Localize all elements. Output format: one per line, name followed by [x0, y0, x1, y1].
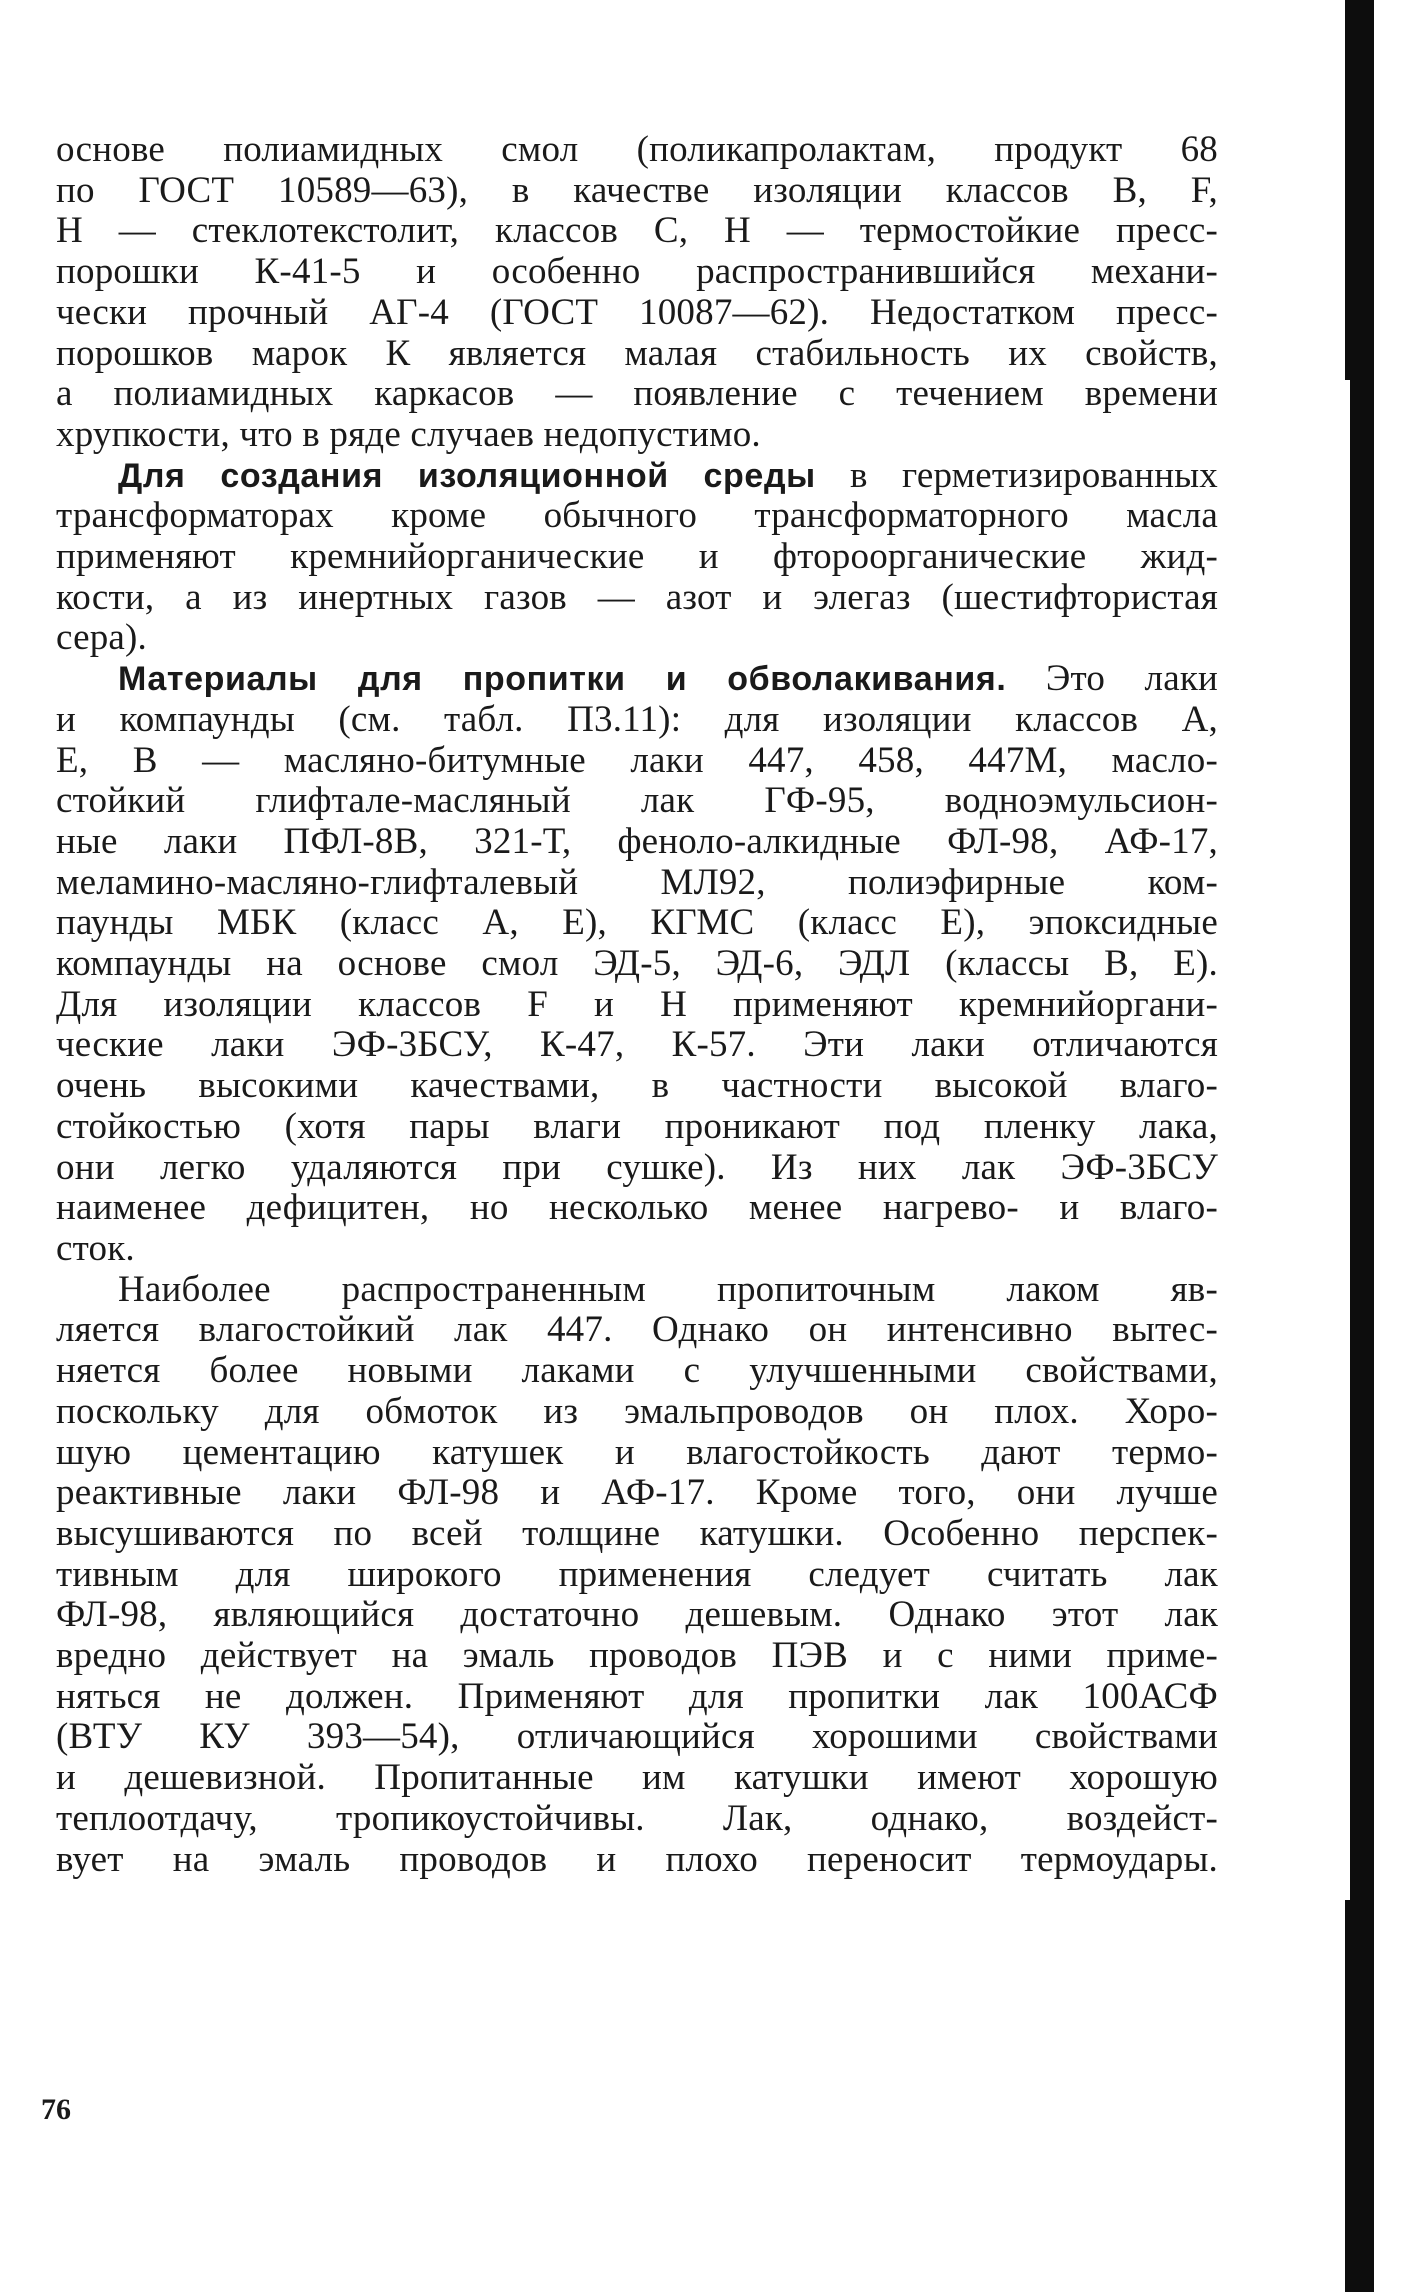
text-line: поскольку для обмоток из эмальпроводов он плох. Хоро- [56, 1390, 1218, 1432]
text-line: ФЛ-98, являющийся достаточно дешевым. Однако этот лак [56, 1594, 1218, 1636]
text-line: реактивные лаки ФЛ-98 и АФ-17. Кроме того, они лучше [56, 1472, 1218, 1514]
text-line: кости, а из инертных газов — азот и элегаз (шестифтористая [56, 576, 1218, 618]
text-line [56, 659, 1218, 700]
text-line: применяют кремнийорганические и фтороорганические жид- [56, 536, 1218, 578]
scan-edge-shadow-segment [1345, 0, 1353, 380]
paragraph-heading: Для создания изоляционной среды [118, 456, 816, 495]
scan-edge-shadow-segment [1345, 1900, 1353, 2292]
text-line: ляется влагостойкий лак 447. Однако он интенсивно вытес- [56, 1309, 1218, 1351]
text-line: E, B — масляно-битумные лаки 447, 458, 447М, масло- [56, 739, 1218, 781]
text-line: порошков марок К является малая стабильность их свойств, [56, 332, 1218, 374]
text-line: ческие лаки ЭФ-3БСУ, К-47, К-57. Эти лаки отличаются [56, 1024, 1218, 1066]
text-line: хрупкости, что в ряде случаев недопустимо. [56, 413, 761, 455]
text-line: няется более новыми лаками с улучшенными свойствами, [56, 1350, 1218, 1392]
page-number: 76 [41, 2093, 71, 2126]
text-line: трансформаторах кроме обычного трансформаторного масла [56, 495, 1218, 537]
text-line: порошки К-41-5 и особенно распространившийся механи- [56, 251, 1218, 293]
paragraph-heading: Материалы для пропитки и обволакивания. [118, 660, 1007, 699]
text-line: шую цементацию катушек и влагостойкость дают термо- [56, 1431, 1218, 1473]
text-line: меламино-масляно-глифталевый МЛ92, полиэфирные ком- [56, 861, 1218, 903]
text-line: очень высокими качествами, в частности высокой влаго- [56, 1065, 1218, 1107]
text-line: наименее дефицитен, но несколько менее нагрево- и влаго- [56, 1187, 1218, 1229]
text-line: тивным для широкого применения следует считать лак [56, 1553, 1218, 1595]
text-line: и дешевизной. Пропитанные им катушки имеют хорошую [56, 1757, 1218, 1799]
text-line: сера). [56, 617, 147, 659]
text-line: вует на эмаль проводов и плохо переносит термоудары. [56, 1838, 1218, 1880]
scan-edge-shadow [1350, 0, 1374, 2292]
page-text [56, 130, 1218, 1880]
text-line: паунды МБК (класс A, E), КГМС (класс E), эпоксидные [56, 902, 1218, 944]
text-line: няться не должен. Применяют для пропитки лак 100АСФ [56, 1675, 1218, 1717]
text-line: основе полиамидных смол (поликапролактам, продукт 68 [56, 129, 1218, 170]
text-line: Наиболее распространенным пропиточным лаком яв- [118, 1268, 1218, 1310]
text-line: сток. [56, 1227, 135, 1269]
text-line: ные лаки ПФЛ-8В, 321-Т, феноло-алкидные ФЛ-98, АФ-17, [56, 820, 1218, 862]
text-line: а полиамидных каркасов — появление с течением времени [56, 373, 1218, 415]
text-line: они легко удаляются при сушке). Из них лак ЭФ-3БСУ [56, 1146, 1218, 1188]
text-line: (ВТУ КУ 393—54), отличающийся хорошими свойствами [56, 1716, 1218, 1758]
text-line: стойкостью (хотя пары влаги проникают под пленку лака, [56, 1105, 1218, 1147]
text-line: стойкий глифтале-масляный лак ГФ-95, водноэмульсион- [56, 780, 1218, 822]
text-run: Это лаки [1006, 658, 1218, 700]
text-line: вредно действует на эмаль проводов ПЭВ и с ними приме- [56, 1635, 1218, 1677]
text-line: чески прочный АГ-4 (ГОСТ 10087—62). Недостатком пресс- [56, 291, 1218, 333]
text-line: Для изоляции классов F и H применяют кремнийоргани- [56, 983, 1218, 1025]
text-line [56, 456, 1218, 497]
text-line: по ГОСТ 10589—63), в качестве изоляции классов B, F, [56, 169, 1218, 211]
text-line: теплоотдачу, тропикоустойчивы. Лак, однако, воздейст- [56, 1797, 1218, 1839]
text-line: и компаунды (см. табл. П3.11): для изоляции классов A, [56, 698, 1218, 740]
text-line: компаунды на основе смол ЭД-5, ЭД-6, ЭДЛ (классы B, E). [56, 943, 1218, 985]
text-run: в герметизированных [815, 454, 1218, 496]
text-line: высушиваются по всей толщине катушки. Особенно перспек- [56, 1512, 1218, 1554]
text-line: H — стеклотекстолит, классов C, H — термостойкие пресс- [56, 210, 1218, 252]
